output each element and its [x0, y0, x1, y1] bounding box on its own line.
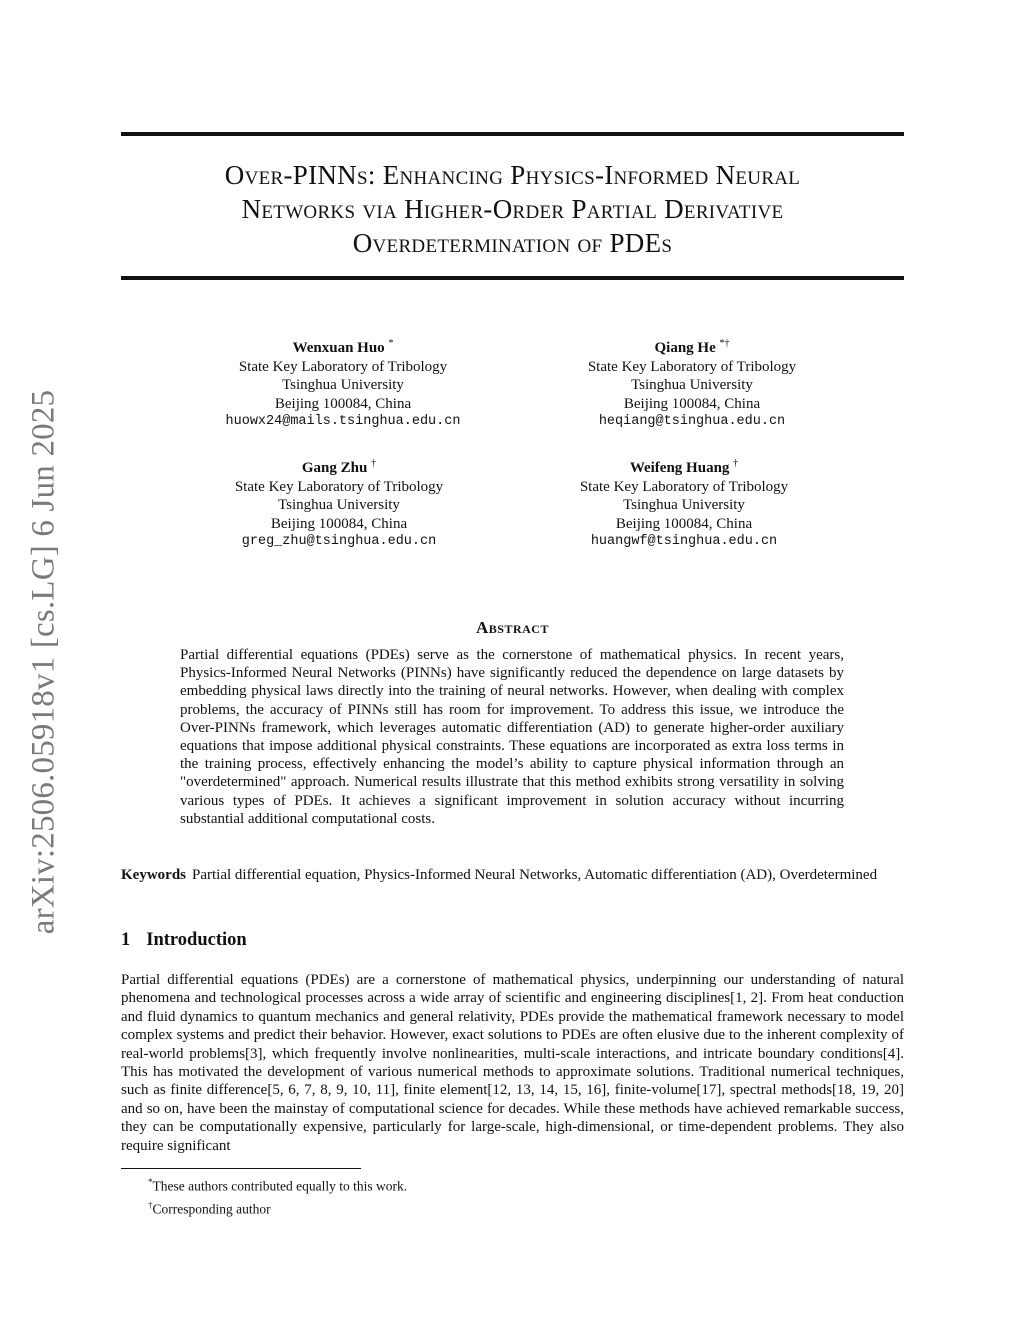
author-affiliation: Beijing 100084, China: [270, 515, 408, 532]
section-body-text: Partial differential equations (PDEs) are a cornerstone of mathematical physics, underpinning our understanding of natural phenomena and technological processes across a wide array of scientific and engineering disciplines[1, 2]. From heat conduction and fluid dynamics to quantum mechanics and general relativity, PDEs provide the mathematical framework necessary to model complex systems and predict their behavior. However, exact solutions to PDEs are often elusive due to the inherent complexity of real-world problems[3], which frequently involve nonlinearities, multi-scale interactions, and intricate boundary conditions[4]. This has motivated the development of various numerical methods to approximate solutions. Traditional numerical techniques, such as finite difference[5, 6, 7, 8, 9, 10, 11], finite element[12, 13, 14, 15, 16], finite-volume[17], spectral methods[18, 19, 20] and so on, have been the mainstay of computational science for decades. While these methods have achieved remarkable success, they can be computationally expensive, particularly for large-scale, high-dimensional, or time-dependent problems. They also require significant: [121, 972, 904, 1154]
author-mark: †: [733, 458, 739, 469]
author-affiliation: State Key Laboratory of Tribology: [234, 478, 444, 495]
author-block: [178, 339, 508, 432]
footnote-text: Corresponding author: [152, 1201, 271, 1216]
footnote: [148, 1173, 407, 1196]
title-top-rule: [121, 132, 904, 136]
author-email: greg_zhu@tsinghua.edu.cn: [241, 534, 437, 549]
footnote: [148, 1196, 407, 1219]
footnote-mark: †: [148, 1199, 153, 1210]
keywords: [121, 866, 904, 884]
author-block: [519, 459, 849, 552]
abstract-text: Partial differential equations (PDEs) serve as the cornerstone of mathematical physics. In recent years, Physics-Informed Neural Networks (PINNs) have significantly reduced the dependence on large datasets by embedding physical laws directly into the training of neural networks. However, when dealing with complex problems, the accuracy of PINNs still has room for improvement. To address this issue, we introduce the Over-PINNs framework, which leverages automatic differentiation (AD) to generate higher-order auxiliary equations that impose additional physical constraints. These equations are incorporated as extra loss terms in the training process, effectively enhancing the model’s ability to capture physical information through an "overdetermined" approach. Numerical results illustrate that this method exhibits strong versatility in solving various types of PDEs. It achieves a significant improvement in solution accuracy without incurring substantial additional computational costs.: [180, 647, 844, 827]
section-number: 1: [121, 930, 131, 950]
footnote-text: These authors contributed equally to this work.: [152, 1178, 408, 1194]
title-line: Networks via Higher-Order Partial Derivative: [241, 194, 784, 224]
author-email: heqiang@tsinghua.edu.cn: [598, 414, 786, 429]
author-affiliation: Beijing 100084, China: [623, 395, 761, 412]
author-mark: *: [388, 338, 394, 349]
footnote-mark: *: [148, 1177, 153, 1187]
arxiv-identifier: arXiv:2506.05918v1 [cs.LG] 6 Jun 2025: [25, 389, 62, 935]
author-mark: †: [371, 458, 377, 469]
author-affiliation: State Key Laboratory of Tribology: [238, 358, 448, 375]
title-bottom-rule: [121, 276, 904, 280]
section-title: Introduction: [146, 930, 247, 950]
author-affiliation: Beijing 100084, China: [615, 515, 753, 532]
author-affiliation: Tsinghua University: [623, 497, 745, 513]
footnote-rule: [121, 1168, 361, 1169]
author-email: huowx24@mails.tsinghua.edu.cn: [225, 414, 461, 429]
abstract-heading: Abstract: [476, 618, 549, 637]
author-name: Wenxuan Huo: [292, 340, 385, 356]
section-heading: [121, 930, 247, 951]
author-affiliation: Tsinghua University: [631, 377, 753, 393]
title-line: Overdetermination of PDEs: [352, 228, 673, 258]
author-affiliation: Beijing 100084, China: [274, 395, 412, 412]
author-affiliation: State Key Laboratory of Tribology: [587, 358, 797, 375]
author-block: [174, 459, 504, 552]
keywords-label: Keywords: [121, 867, 186, 883]
author-affiliation: Tsinghua University: [282, 377, 404, 393]
footnotes: [148, 1173, 407, 1218]
author-name: Gang Zhu: [301, 460, 368, 476]
author-affiliation: State Key Laboratory of Tribology: [579, 478, 789, 495]
author-affiliation: Tsinghua University: [278, 497, 400, 513]
author-block: [527, 339, 857, 432]
author-email: huangwf@tsinghua.edu.cn: [590, 534, 778, 549]
author-name: Qiang He: [654, 340, 716, 356]
author-mark: *†: [719, 338, 730, 349]
author-name: Weifeng Huang: [629, 460, 730, 476]
title-line: Over-PINNs: Enhancing Physics-Informed Neural: [224, 160, 801, 190]
paper-title: [121, 158, 904, 260]
keywords-text: Partial differential equation, Physics-Informed Neural Networks, Automatic differentiation (AD), Overdetermined: [192, 867, 878, 883]
